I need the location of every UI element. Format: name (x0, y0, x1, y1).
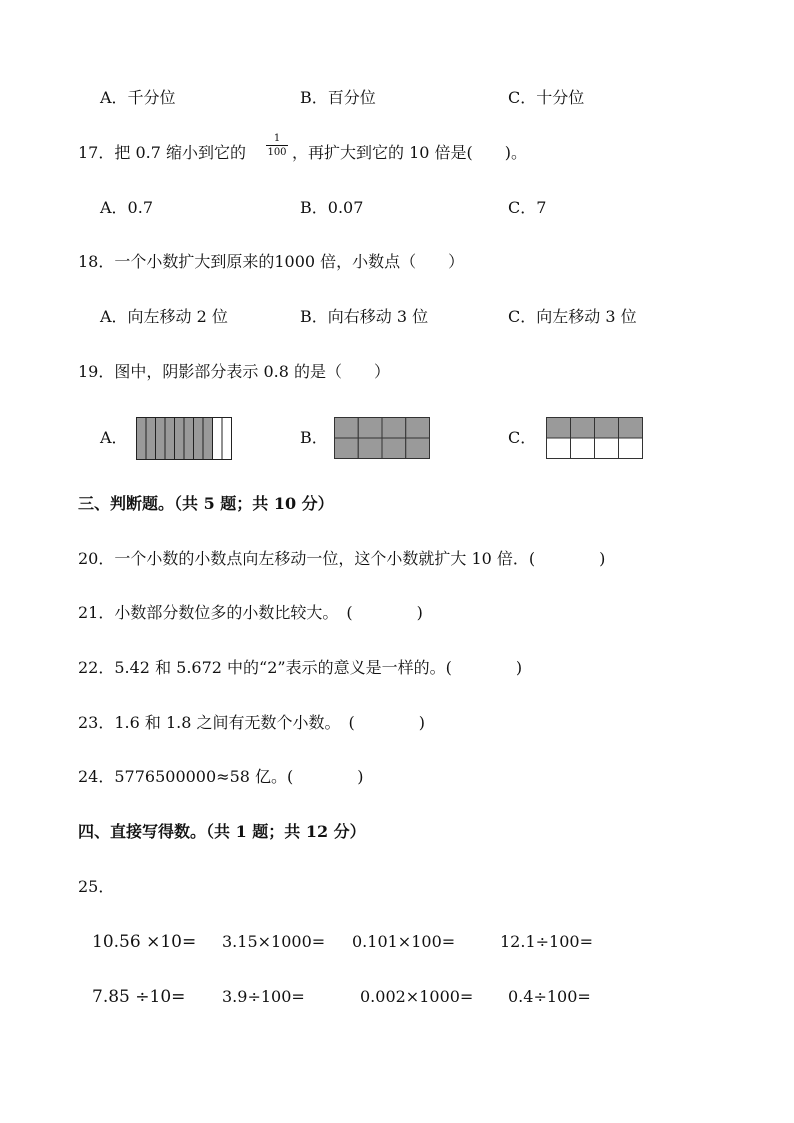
q18-option-b: B．向右移动 3 位 (300, 307, 429, 326)
q19-figure-c-cell (571, 418, 595, 439)
calc-r1-c4: 12.1÷100= (500, 932, 593, 951)
q23-text: 23．1.6 和 1.8 之间有无数个小数。 ( ) (78, 713, 425, 732)
q22-text: 22．5.42 和 5.672 中的“2”表示的意义是一样的。( ) (78, 658, 523, 677)
q24-text: 24．5776500000≈58 亿。( ) (78, 767, 364, 786)
q19-figure-a-strip (222, 418, 232, 460)
q19-figure-a-strip (165, 418, 175, 460)
q19-figure-a-strip (203, 418, 213, 460)
calc-r1-c2: 3.15×1000= (222, 932, 326, 951)
q19-figure-b (334, 417, 430, 459)
q19-option-a-label: A． (100, 428, 128, 447)
q19-figure-b-cell (406, 418, 430, 439)
q19-figure-a (136, 417, 232, 460)
q19-figure-b-cell (382, 418, 406, 439)
q20-text: 20．一个小数的小数点向左移动一位，这个小数就扩大 10 倍．( ) (78, 549, 606, 568)
calc-r2-c3: 0.002×1000= (360, 987, 474, 1006)
q19-figure-a-strip (213, 418, 223, 460)
q19-figure-c-cell (571, 438, 595, 459)
q19-figure-b-cell (335, 438, 359, 459)
calc-r2-c2: 3.9÷100= (222, 987, 305, 1006)
q19-figure-b-cell (335, 418, 359, 439)
q18-option-c: C．向左移动 3 位 (508, 307, 637, 326)
calc-r1-c3: 0.101×100= (352, 932, 456, 951)
q16-option-c: C．十分位 (508, 88, 585, 107)
q17-option-b: B．0.07 (300, 198, 364, 217)
q17-fraction (266, 133, 288, 158)
calc-r1-c1: 10.56 ×10= (92, 932, 197, 952)
calc-r2-c4: 0.4÷100= (508, 987, 591, 1006)
q19-figure-b-cell (358, 438, 382, 459)
q18-option-a: A．向左移动 2 位 (100, 307, 228, 326)
q19-figure-a-strip (184, 418, 194, 460)
q19-figure-a-strip (146, 418, 156, 460)
q19-stem: 19．图中，阴影部分表示 0.8 的是（ ） (78, 362, 390, 381)
q19-figure-c-cell (547, 418, 571, 439)
q17-stem-pre: 17．把 0.7 缩小到它的 (78, 143, 246, 162)
q19-figure-a-strip (137, 418, 147, 460)
q19-option-b-label: B． (300, 428, 328, 447)
q19-figure-a-strip (175, 418, 185, 460)
q25-number: 25． (78, 877, 115, 896)
q17-stem-post: ，再扩大到它的 10 倍是( )。 (292, 143, 528, 162)
q17-option-c: C．7 (508, 198, 547, 217)
q17-option-a: A．0.7 (100, 198, 154, 217)
q19-figure-a-strip (194, 418, 204, 460)
q16-option-a: A．千分位 (100, 88, 176, 107)
q19-figure-b-cell (382, 438, 406, 459)
q19-figure-b-cell (358, 418, 382, 439)
q19-figure-c-cell (595, 438, 619, 459)
q19-figure-c (546, 417, 643, 459)
q19-figure-c-cell (595, 418, 619, 439)
q19-figure-c-cell (547, 438, 571, 459)
q18-stem: 18．一个小数扩大到原来的1000 倍，小数点（ ） (78, 252, 465, 271)
section4-title: 四、直接写得数。（共 1 题；共 12 分） (78, 822, 366, 841)
q17-fraction-denominator: 100 (267, 147, 287, 158)
calc-r2-c1: 7.85 ÷10= (92, 987, 186, 1007)
q17-fraction-numerator: 1 (266, 133, 288, 146)
q19-figure-c-cell (619, 438, 643, 459)
q19-figure-c-cell (619, 418, 643, 439)
q21-text: 21．小数部分数位多的小数比较大。 ( ) (78, 603, 423, 622)
section3-title: 三、判断题。（共 5 题；共 10 分） (78, 494, 334, 513)
q19-figure-a-strip (156, 418, 166, 460)
q19-option-c-label: C． (508, 428, 537, 447)
q19-figure-b-cell (406, 438, 430, 459)
q16-option-b: B．百分位 (300, 88, 376, 107)
